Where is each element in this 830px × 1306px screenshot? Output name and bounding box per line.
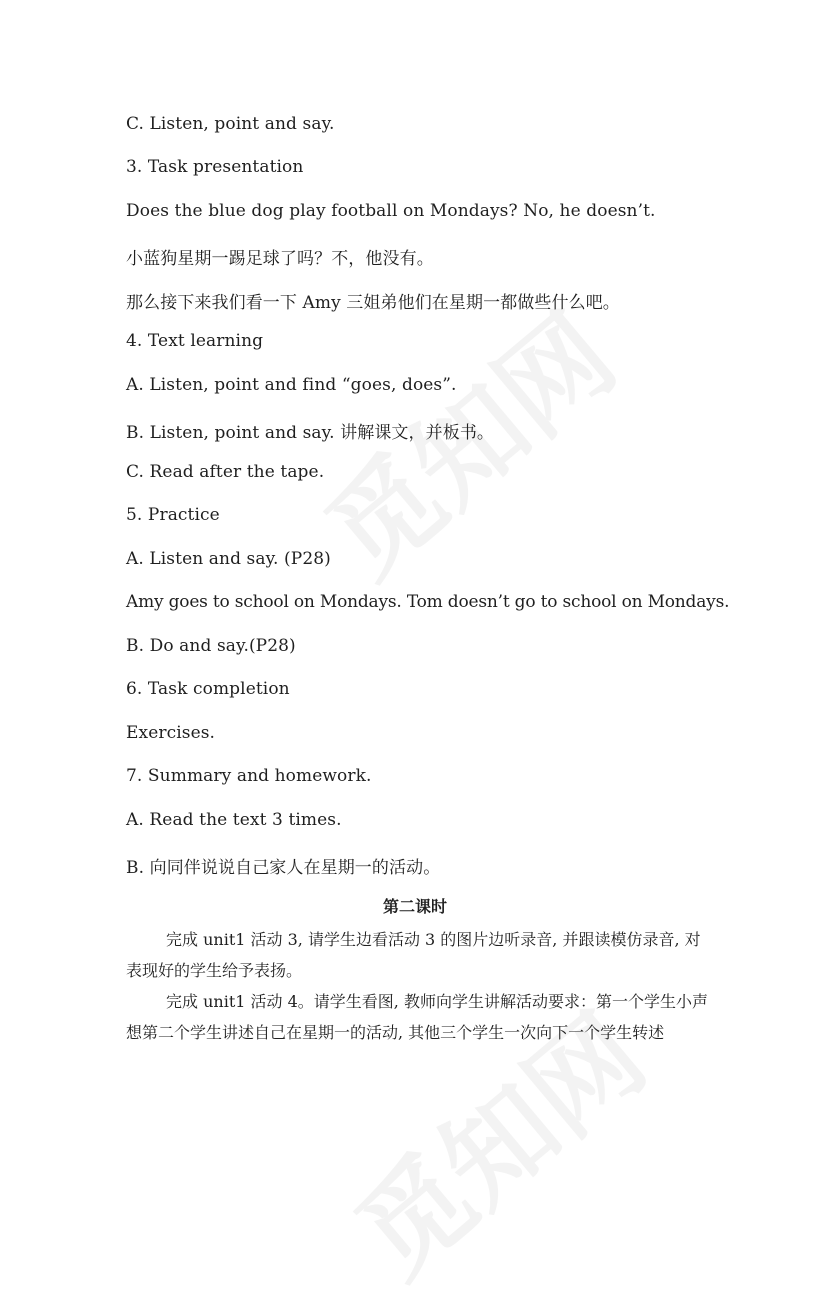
text-line: Does the blue dog play football on Mondays? No, he doesn’t. (126, 201, 656, 221)
text-line: 6. Task completion (126, 679, 290, 699)
text-line: 小蓝狗星期一踢足球了吗？不，他没有。 (126, 249, 434, 269)
text-line: A. Listen and say. (P28) (126, 549, 331, 569)
text-line: 7. Summary and homework. (126, 766, 372, 786)
text-line: Amy goes to school on Mondays. Tom doesn’t go to school on Mondays. (126, 592, 730, 612)
text-line: B. Do and say.(P28) (126, 636, 296, 656)
text-line: A. Listen, point and find “goes, does”. (126, 375, 457, 395)
text-line: B. Listen, point and say. 讲解课文，并板书。 (126, 423, 495, 443)
paragraph: 完成 unit1 活动 4。请学生看图, 教师向学生讲解活动要求：第一个学生小声想第二个学生讲述自己在星期一的活动, 其他三个学生一次向下一个学生转述 (126, 992, 708, 1042)
paragraph: 完成 unit1 活动 3, 请学生边看活动 3 的图片边听录音, 并跟读模仿录音, 对表现好的学生给予表扬。 (126, 930, 701, 980)
text-line: B. 向同伴说说自己家人在星期一的活动。 (126, 858, 441, 878)
text-line: 那么接下来我们看一下 Amy 三姐弟他们在星期一都做些什么吧。 (126, 293, 620, 313)
text-line: Exercises. (126, 723, 216, 743)
text-line: 3. Task presentation (126, 157, 304, 177)
text-line: A. Read the text 3 times. (126, 810, 342, 830)
text-line: 4. Text learning (126, 331, 264, 351)
text-line: C. Listen, point and say. (126, 114, 335, 134)
text-line: 5. Practice (126, 505, 220, 525)
section-heading: 第二课时 (382, 897, 447, 916)
text-line: C. Read after the tape. (126, 462, 325, 482)
